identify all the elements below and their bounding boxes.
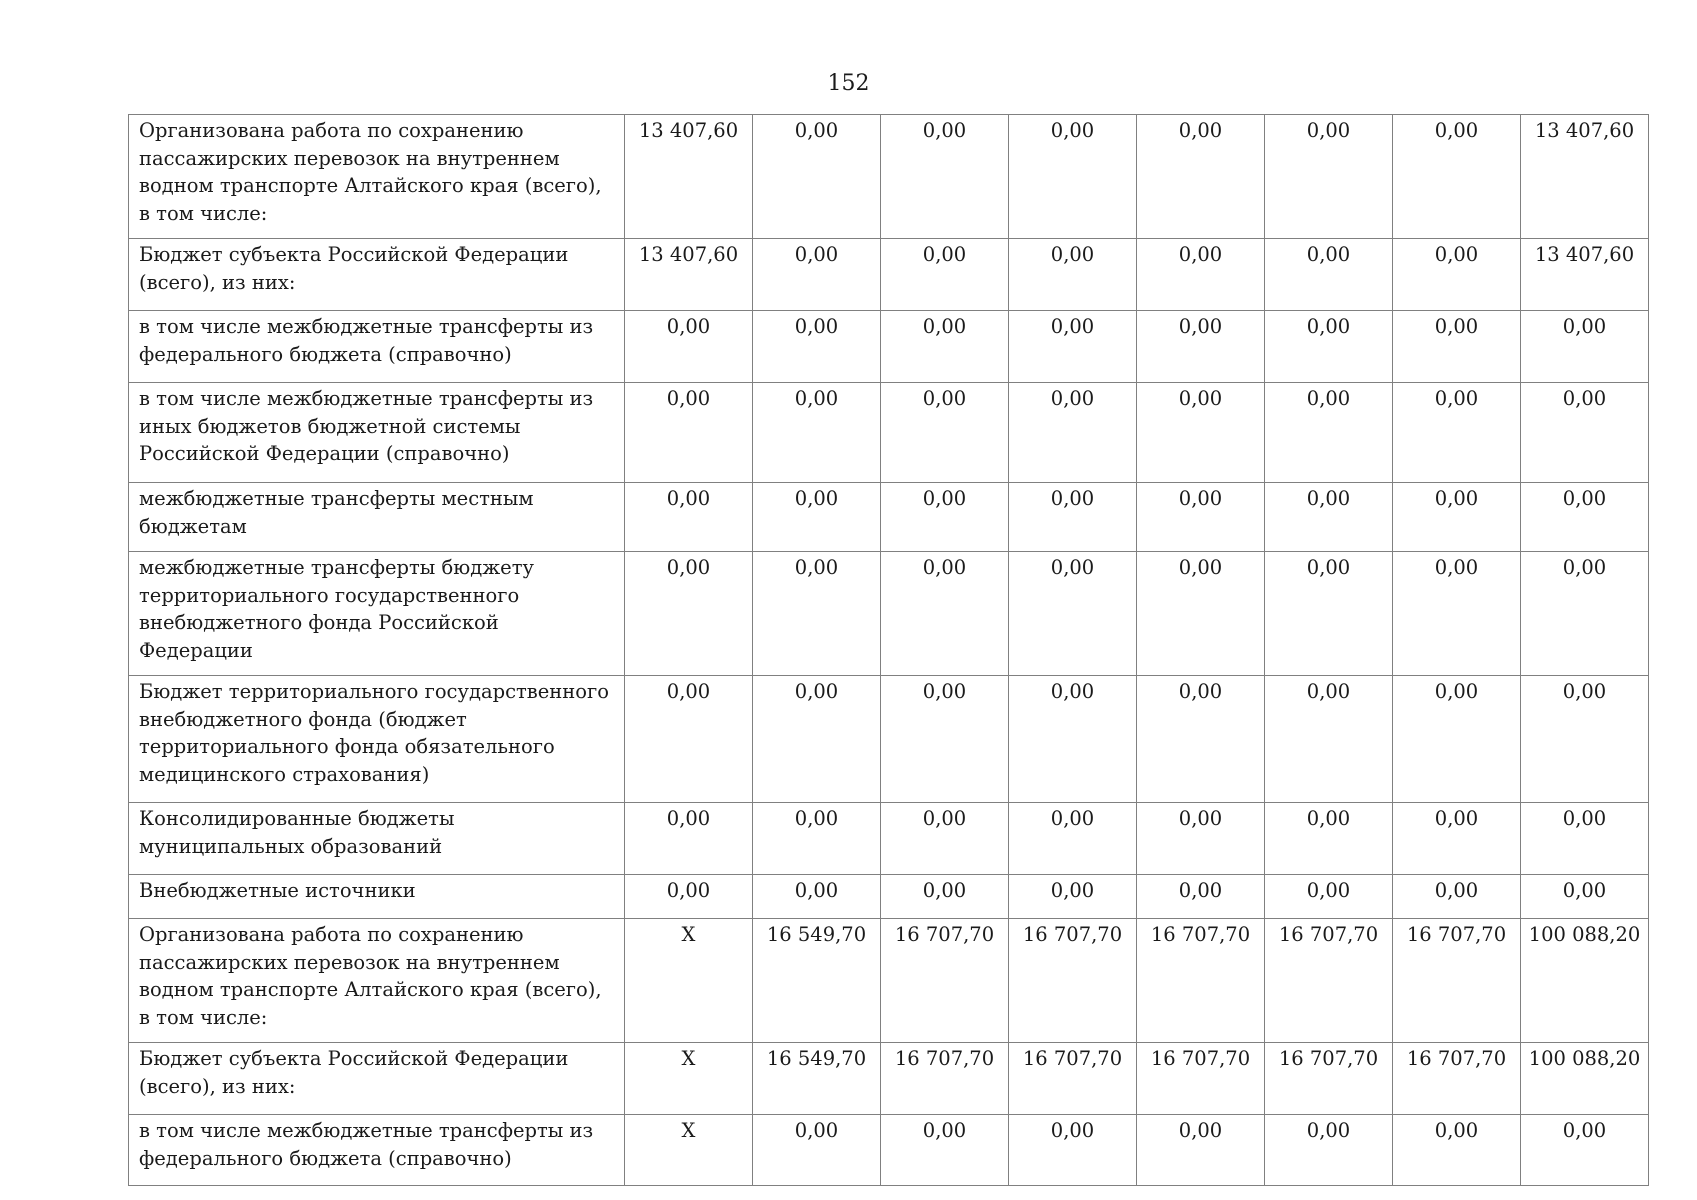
row-value-col-4: 0,00 xyxy=(1009,311,1137,383)
row-value-col-5: 0,00 xyxy=(1137,803,1265,875)
row-label: Бюджет территориального государственного внебюджетного фонда (бюджет территориального фонда обязательного медицинского страхования) xyxy=(129,676,625,803)
table-row xyxy=(129,483,1649,552)
row-label: Организована работа по сохранению пассажирских перевозок на внутреннем водном транспорте Алтайского края (всего), в том числе: xyxy=(129,919,625,1043)
row-value-col-6: 0,00 xyxy=(1265,1115,1393,1186)
row-label: в том числе межбюджетные трансферты из федерального бюджета (справочно) xyxy=(129,311,625,383)
row-label: Внебюджетные источники xyxy=(129,875,625,919)
row-value-col-1: 13 407,60 xyxy=(625,115,753,239)
row-value-col-3: 0,00 xyxy=(881,1115,1009,1186)
row-value-col-2: 0,00 xyxy=(753,483,881,552)
row-value-col-8: 0,00 xyxy=(1521,311,1649,383)
row-value-col-2: 16 549,70 xyxy=(753,1043,881,1115)
row-label: в том числе межбюджетные трансферты из федерального бюджета (справочно) xyxy=(129,1115,625,1186)
row-value-col-1: 0,00 xyxy=(625,552,753,676)
row-value-col-2: 0,00 xyxy=(753,311,881,383)
row-value-col-3: 0,00 xyxy=(881,875,1009,919)
row-value-col-5: 0,00 xyxy=(1137,383,1265,483)
row-value-col-4: 0,00 xyxy=(1009,1115,1137,1186)
row-value-col-2: 0,00 xyxy=(753,239,881,311)
row-value-col-7: 0,00 xyxy=(1393,383,1521,483)
row-value-col-5: 0,00 xyxy=(1137,875,1265,919)
row-value-col-3: 0,00 xyxy=(881,676,1009,803)
row-label: межбюджетные трансферты местным бюджетам xyxy=(129,483,625,552)
row-value-col-1: 0,00 xyxy=(625,383,753,483)
row-value-col-6: 0,00 xyxy=(1265,239,1393,311)
row-value-col-6: 16 707,70 xyxy=(1265,919,1393,1043)
row-value-col-7: 0,00 xyxy=(1393,676,1521,803)
row-value-col-8: 100 088,20 xyxy=(1521,1043,1649,1115)
row-value-col-1: 0,00 xyxy=(625,676,753,803)
row-value-col-6: 0,00 xyxy=(1265,875,1393,919)
row-value-col-4: 0,00 xyxy=(1009,803,1137,875)
row-value-col-7: 0,00 xyxy=(1393,483,1521,552)
row-value-col-1: 0,00 xyxy=(625,311,753,383)
row-value-col-5: 16 707,70 xyxy=(1137,1043,1265,1115)
row-value-col-3: 0,00 xyxy=(881,483,1009,552)
row-value-col-4: 0,00 xyxy=(1009,552,1137,676)
row-value-col-4: 0,00 xyxy=(1009,115,1137,239)
row-value-col-1: 0,00 xyxy=(625,803,753,875)
row-value-col-2: 0,00 xyxy=(753,676,881,803)
row-value-col-5: 0,00 xyxy=(1137,239,1265,311)
row-value-col-3: 0,00 xyxy=(881,803,1009,875)
row-value-col-4: 0,00 xyxy=(1009,239,1137,311)
row-value-col-7: 16 707,70 xyxy=(1393,919,1521,1043)
row-value-col-3: 16 707,70 xyxy=(881,1043,1009,1115)
row-value-col-1: 0,00 xyxy=(625,875,753,919)
row-value-col-3: 0,00 xyxy=(881,311,1009,383)
table-row xyxy=(129,239,1649,311)
row-value-col-1: 13 407,60 xyxy=(625,239,753,311)
row-value-col-6: 0,00 xyxy=(1265,676,1393,803)
row-value-col-8: 13 407,60 xyxy=(1521,115,1649,239)
row-value-col-7: 0,00 xyxy=(1393,239,1521,311)
table-row xyxy=(129,875,1649,919)
table-row xyxy=(129,919,1649,1043)
row-value-col-8: 0,00 xyxy=(1521,875,1649,919)
table-row xyxy=(129,383,1649,483)
row-value-col-8: 0,00 xyxy=(1521,383,1649,483)
budget-table xyxy=(128,114,1649,1186)
row-value-col-1: 0,00 xyxy=(625,483,753,552)
row-value-col-5: 0,00 xyxy=(1137,676,1265,803)
row-value-col-5: 0,00 xyxy=(1137,1115,1265,1186)
row-value-col-2: 0,00 xyxy=(753,1115,881,1186)
row-value-col-4: 0,00 xyxy=(1009,483,1137,552)
row-value-col-6: 0,00 xyxy=(1265,803,1393,875)
table-body xyxy=(129,115,1649,1186)
row-value-col-7: 0,00 xyxy=(1393,311,1521,383)
row-value-col-6: 0,00 xyxy=(1265,552,1393,676)
page-number: 152 xyxy=(827,71,870,96)
row-label: Организована работа по сохранению пассажирских перевозок на внутреннем водном транспорте Алтайского края (всего), в том числе: xyxy=(129,115,625,239)
row-value-col-4: 0,00 xyxy=(1009,383,1137,483)
table-row xyxy=(129,676,1649,803)
row-label: в том числе межбюджетные трансферты из иных бюджетов бюджетной системы Российской Федерации (справочно) xyxy=(129,383,625,483)
row-value-col-6: 0,00 xyxy=(1265,115,1393,239)
row-value-col-8: 0,00 xyxy=(1521,676,1649,803)
row-value-col-8: 13 407,60 xyxy=(1521,239,1649,311)
row-value-col-5: 0,00 xyxy=(1137,552,1265,676)
row-label: межбюджетные трансферты бюджету территориального государственного внебюджетного фонда Российской Федерации xyxy=(129,552,625,676)
row-value-col-8: 0,00 xyxy=(1521,552,1649,676)
row-value-col-7: 0,00 xyxy=(1393,875,1521,919)
row-value-col-1: Х xyxy=(625,919,753,1043)
row-value-col-3: 0,00 xyxy=(881,239,1009,311)
row-value-col-1: Х xyxy=(625,1043,753,1115)
row-value-col-2: 16 549,70 xyxy=(753,919,881,1043)
row-label: Консолидированные бюджеты муниципальных образований xyxy=(129,803,625,875)
row-value-col-3: 16 707,70 xyxy=(881,919,1009,1043)
row-value-col-8: 0,00 xyxy=(1521,803,1649,875)
row-value-col-5: 16 707,70 xyxy=(1137,919,1265,1043)
table-row xyxy=(129,803,1649,875)
row-label: Бюджет субъекта Российской Федерации (всего), из них: xyxy=(129,1043,625,1115)
row-value-col-2: 0,00 xyxy=(753,115,881,239)
row-value-col-5: 0,00 xyxy=(1137,311,1265,383)
table-row xyxy=(129,1115,1649,1186)
row-value-col-7: 0,00 xyxy=(1393,115,1521,239)
row-value-col-2: 0,00 xyxy=(753,875,881,919)
row-value-col-3: 0,00 xyxy=(881,383,1009,483)
table-row xyxy=(129,311,1649,383)
row-value-col-3: 0,00 xyxy=(881,552,1009,676)
row-value-col-3: 0,00 xyxy=(881,115,1009,239)
row-value-col-7: 0,00 xyxy=(1393,803,1521,875)
row-value-col-7: 0,00 xyxy=(1393,1115,1521,1186)
table-row xyxy=(129,552,1649,676)
row-value-col-6: 0,00 xyxy=(1265,383,1393,483)
row-value-col-2: 0,00 xyxy=(753,383,881,483)
row-value-col-4: 16 707,70 xyxy=(1009,919,1137,1043)
row-value-col-6: 16 707,70 xyxy=(1265,1043,1393,1115)
row-value-col-8: 0,00 xyxy=(1521,483,1649,552)
row-value-col-2: 0,00 xyxy=(753,803,881,875)
row-value-col-6: 0,00 xyxy=(1265,311,1393,383)
row-value-col-8: 100 088,20 xyxy=(1521,919,1649,1043)
table-row xyxy=(129,1043,1649,1115)
row-value-col-2: 0,00 xyxy=(753,552,881,676)
row-value-col-8: 0,00 xyxy=(1521,1115,1649,1186)
row-value-col-4: 16 707,70 xyxy=(1009,1043,1137,1115)
table-row xyxy=(129,115,1649,239)
row-value-col-4: 0,00 xyxy=(1009,676,1137,803)
row-value-col-6: 0,00 xyxy=(1265,483,1393,552)
row-value-col-5: 0,00 xyxy=(1137,483,1265,552)
row-value-col-1: Х xyxy=(625,1115,753,1186)
row-label: Бюджет субъекта Российской Федерации (всего), из них: xyxy=(129,239,625,311)
row-value-col-4: 0,00 xyxy=(1009,875,1137,919)
row-value-col-5: 0,00 xyxy=(1137,115,1265,239)
row-value-col-7: 16 707,70 xyxy=(1393,1043,1521,1115)
row-value-col-7: 0,00 xyxy=(1393,552,1521,676)
